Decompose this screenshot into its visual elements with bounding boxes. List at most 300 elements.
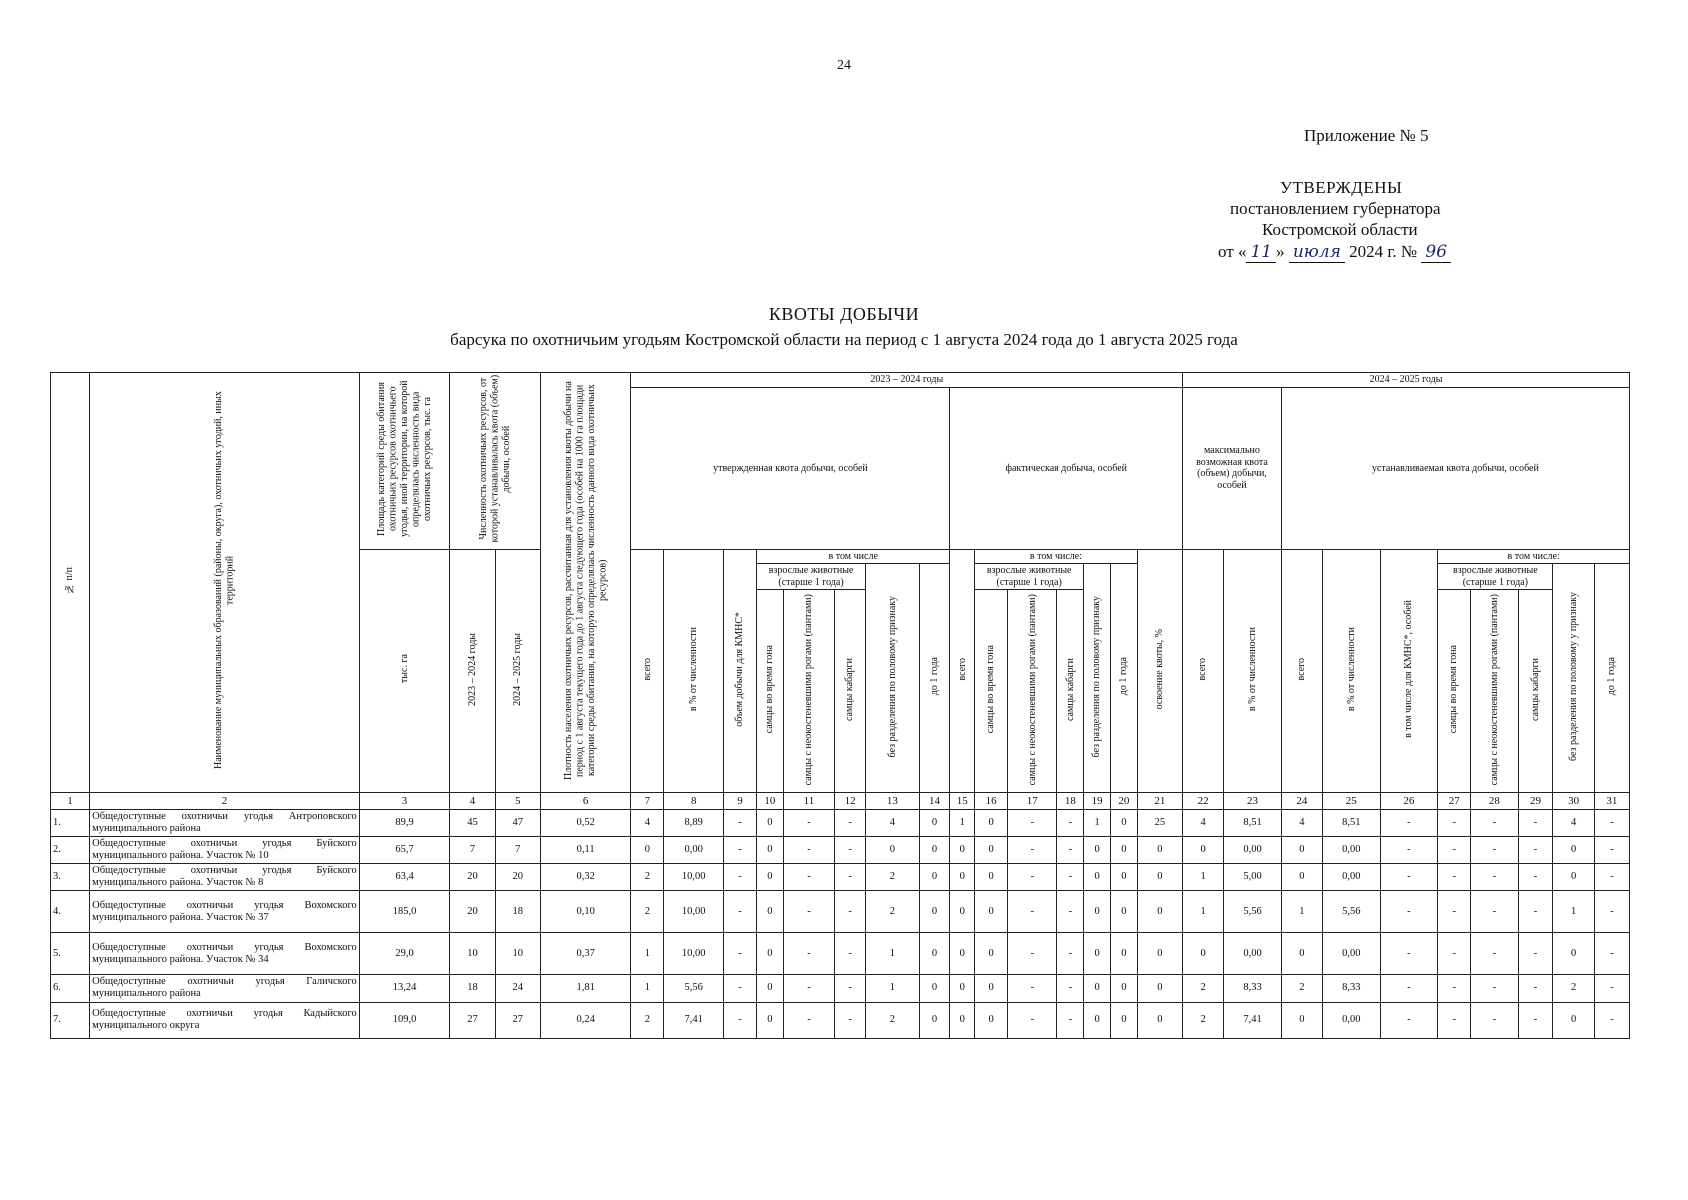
- column-number: 20: [1110, 793, 1137, 810]
- column-number: 14: [919, 793, 950, 810]
- table-cell: 65,7: [359, 837, 450, 864]
- header-pct-25: в % от численности: [1322, 549, 1380, 793]
- table-cell: -: [1380, 891, 1438, 933]
- column-number: 13: [866, 793, 920, 810]
- table-cell: 0: [1281, 864, 1322, 891]
- table-cell: 0: [1084, 864, 1111, 891]
- table-cell: -: [1518, 975, 1553, 1002]
- row-number: 7.: [51, 1002, 90, 1038]
- table-cell: 13,24: [359, 975, 450, 1002]
- column-number: 15: [950, 793, 975, 810]
- table-cell: 0: [1137, 1002, 1182, 1038]
- column-number: 8: [664, 793, 724, 810]
- table-cell: 4: [631, 810, 664, 837]
- hunting-ground-name: Общедоступные охотничьи угодья Вохомского муниципального района. Участок № 34: [90, 933, 360, 975]
- table-cell: -: [1594, 837, 1629, 864]
- column-number: 2: [90, 793, 360, 810]
- header-nosex-19: без разделения по половому признаку: [1084, 564, 1111, 793]
- table-cell: 0: [1553, 933, 1594, 975]
- column-number: 24: [1281, 793, 1322, 810]
- table-cell: 0: [756, 975, 783, 1002]
- table-cell: 1: [1183, 864, 1224, 891]
- table-cell: 0: [1183, 837, 1224, 864]
- table-cell: 0: [1084, 1002, 1111, 1038]
- table-row: [51, 810, 1630, 837]
- header-musk-29: самцы кабарги: [1518, 590, 1553, 793]
- header-kmns-9: объем добычи для КМНС*: [724, 549, 757, 793]
- table-cell: 5,00: [1224, 864, 1282, 891]
- table-cell: -: [1380, 810, 1438, 837]
- document-subtitle: барсука по охотничьим угодьям Костромской области на период с 1 августа 2024 года до 1 августа 2025 года: [450, 330, 1238, 349]
- hunting-ground-name: Общедоступные охотничьи угодья Антроповского муниципального района: [90, 810, 360, 837]
- table-cell: 0: [950, 837, 975, 864]
- header-pct-23: в % от численности: [1224, 549, 1282, 793]
- table-row: [51, 864, 1630, 891]
- table-cell: 4: [1281, 810, 1322, 837]
- document-title: КВОТЫ ДОБЫЧИ: [768, 304, 920, 324]
- table-cell: -: [783, 837, 834, 864]
- header-total-22: всего: [1183, 549, 1224, 793]
- table-cell: 0: [950, 864, 975, 891]
- table-cell: -: [1008, 975, 1057, 1002]
- table-cell: 1: [1553, 891, 1594, 933]
- table-cell: 89,9: [359, 810, 450, 837]
- approval-line-1: постановлением губернатора: [1230, 199, 1441, 218]
- column-number: 27: [1438, 793, 1471, 810]
- table-cell: 0: [1084, 933, 1111, 975]
- header-total-15: всего: [950, 549, 975, 793]
- table-cell: 1: [1084, 810, 1111, 837]
- table-cell: -: [1057, 1002, 1084, 1038]
- doc-number: 96: [1421, 242, 1451, 263]
- table-cell: 2: [866, 864, 920, 891]
- table-row: [51, 891, 1630, 933]
- table-cell: -: [1471, 975, 1518, 1002]
- table-cell: 0: [631, 837, 664, 864]
- table-cell: 0: [950, 975, 975, 1002]
- table-cell: -: [835, 975, 866, 1002]
- table-cell: 0: [756, 1002, 783, 1038]
- table-cell: -: [835, 891, 866, 933]
- column-number: 28: [1471, 793, 1518, 810]
- header-adults-3: взрослые животные (старше 1 года): [1438, 564, 1553, 590]
- table-cell: -: [783, 975, 834, 1002]
- table-cell: -: [1518, 837, 1553, 864]
- table-cell: -: [1594, 864, 1629, 891]
- table-cell: -: [783, 1002, 834, 1038]
- date-prefix: от «: [1218, 242, 1247, 261]
- table-cell: 1: [866, 933, 920, 975]
- header-adults-1: взрослые животные (старше 1 года): [756, 564, 865, 590]
- table-cell: -: [1008, 1002, 1057, 1038]
- header-pop-2024: 2024 – 2025 годы: [495, 549, 540, 793]
- table-cell: -: [783, 933, 834, 975]
- hunting-ground-name: Общедоступные охотничьи угодья Вохомского муниципального района. Участок № 37: [90, 891, 360, 933]
- table-cell: 0,00: [1322, 837, 1380, 864]
- column-number: 1: [51, 793, 90, 810]
- table-cell: -: [1008, 810, 1057, 837]
- table-cell: 27: [450, 1002, 495, 1038]
- table-cell: 10: [450, 933, 495, 975]
- table-cell: 20: [450, 891, 495, 933]
- column-number: 18: [1057, 793, 1084, 810]
- table-cell: -: [1438, 810, 1471, 837]
- table-cell: 2: [1553, 975, 1594, 1002]
- column-number: 16: [975, 793, 1008, 810]
- header-name: Наименование муниципальных образований (районы, округа), охотничьих угодий, иных территорий: [90, 373, 360, 793]
- header-adults-2: взрослые животные (старше 1 года): [975, 564, 1084, 590]
- table-cell: -: [1594, 810, 1629, 837]
- page-number: 24: [837, 58, 851, 73]
- table-cell: 24: [495, 975, 540, 1002]
- table-cell: 7,41: [664, 1002, 724, 1038]
- date-year: 2024 г. №: [1349, 242, 1418, 261]
- table-cell: 0,52: [540, 810, 631, 837]
- table-cell: 0: [919, 837, 950, 864]
- quota-table-body: [51, 793, 1630, 1039]
- table-cell: -: [1471, 1002, 1518, 1038]
- header-including-2: в том числе:: [975, 549, 1138, 564]
- table-cell: 0: [919, 1002, 950, 1038]
- header-period-2024: 2024 – 2025 годы: [1183, 373, 1630, 388]
- header-max-quota: максимально возможная квота (объем) добычи, особей: [1183, 388, 1282, 549]
- table-cell: -: [1057, 975, 1084, 1002]
- table-cell: -: [1594, 975, 1629, 1002]
- table-cell: -: [1380, 1002, 1438, 1038]
- header-area: Площадь категорий среды обитания охотничьих ресурсов охотничьего угодья, иной территории, на которой определялась численность вида охотничьих ресурсов, тыс. га: [359, 373, 450, 550]
- table-cell: 4: [1553, 810, 1594, 837]
- approved-heading: УТВЕРЖДЕНЫ: [1280, 178, 1403, 197]
- table-cell: 0: [1553, 1002, 1594, 1038]
- table-cell: -: [1594, 1002, 1629, 1038]
- table-cell: 27: [495, 1002, 540, 1038]
- table-cell: 2: [1183, 975, 1224, 1002]
- date-mid: »: [1276, 242, 1285, 261]
- table-cell: 0,00: [1224, 837, 1282, 864]
- table-cell: -: [1438, 837, 1471, 864]
- row-number: 6.: [51, 975, 90, 1002]
- table-cell: 0: [1281, 933, 1322, 975]
- table-cell: 1: [950, 810, 975, 837]
- table-cell: -: [1518, 933, 1553, 975]
- table-cell: 0: [975, 933, 1008, 975]
- header-including-3: в том числе:: [1438, 549, 1630, 564]
- date-day: 11: [1246, 242, 1276, 263]
- table-cell: 0: [919, 933, 950, 975]
- table-cell: -: [1380, 864, 1438, 891]
- table-cell: 0: [756, 891, 783, 933]
- table-cell: -: [1438, 891, 1471, 933]
- table-cell: 2: [631, 1002, 664, 1038]
- table-cell: -: [1438, 1002, 1471, 1038]
- table-cell: -: [1518, 810, 1553, 837]
- table-cell: 29,0: [359, 933, 450, 975]
- column-number: 17: [1008, 793, 1057, 810]
- table-cell: -: [1518, 891, 1553, 933]
- column-number: 12: [835, 793, 866, 810]
- header-including-1: в том числе: [756, 549, 949, 564]
- column-number: 4: [450, 793, 495, 810]
- header-pop-2023: 2023 – 2024 годы: [450, 549, 495, 793]
- table-row: [51, 975, 1630, 1002]
- table-cell: 0,00: [1224, 933, 1282, 975]
- table-cell: 2: [866, 1002, 920, 1038]
- table-cell: 2: [1183, 1002, 1224, 1038]
- table-cell: -: [783, 810, 834, 837]
- row-number: 1.: [51, 810, 90, 837]
- table-cell: 0,11: [540, 837, 631, 864]
- header-antlers-11: самцы с неокостеневшими рогами (пантами): [783, 590, 834, 793]
- hunting-ground-name: Общедоступные охотничьи угодья Кадыйского муниципального округа: [90, 1002, 360, 1038]
- table-cell: 0: [1281, 837, 1322, 864]
- header-kmns-26: в том числе для КМНС*, особей: [1380, 549, 1438, 793]
- row-number: 3.: [51, 864, 90, 891]
- table-cell: 0: [1110, 975, 1137, 1002]
- header-nosex-30: без разделения по половому у признаку: [1553, 564, 1594, 793]
- header-musk-18: самцы кабарги: [1057, 590, 1084, 793]
- table-cell: 1: [1281, 891, 1322, 933]
- column-number: 25: [1322, 793, 1380, 810]
- table-cell: 0,00: [1322, 864, 1380, 891]
- column-number: 3: [359, 793, 450, 810]
- table-row: [51, 1002, 1630, 1038]
- column-number-row: [51, 793, 1630, 810]
- header-antlers-28: самцы с неокостеневшими рогами (пантами): [1471, 590, 1518, 793]
- table-cell: 0,24: [540, 1002, 631, 1038]
- table-cell: 8,89: [664, 810, 724, 837]
- table-cell: 0: [1110, 891, 1137, 933]
- table-cell: -: [835, 933, 866, 975]
- table-cell: 0: [756, 933, 783, 975]
- table-cell: 0: [1084, 975, 1111, 1002]
- table-cell: 1,81: [540, 975, 631, 1002]
- table-cell: 0: [756, 837, 783, 864]
- table-cell: 0: [1553, 864, 1594, 891]
- table-cell: 0: [1137, 864, 1182, 891]
- table-cell: -: [1438, 933, 1471, 975]
- table-cell: 8,33: [1322, 975, 1380, 1002]
- column-number: 22: [1183, 793, 1224, 810]
- table-cell: -: [835, 837, 866, 864]
- table-cell: -: [724, 1002, 757, 1038]
- quota-table: [50, 372, 1630, 1039]
- table-cell: 4: [1183, 810, 1224, 837]
- table-cell: -: [1380, 933, 1438, 975]
- column-number: 9: [724, 793, 757, 810]
- table-cell: 185,0: [359, 891, 450, 933]
- header-population: Численность охотничьих ресурсов, от которой устанавливалась квота (объем) добычи, особей: [450, 373, 541, 550]
- row-number: 2.: [51, 837, 90, 864]
- table-cell: -: [1594, 933, 1629, 975]
- table-cell: 0: [1110, 1002, 1137, 1038]
- table-cell: 0: [975, 810, 1008, 837]
- table-cell: -: [1594, 891, 1629, 933]
- table-cell: 0: [1137, 837, 1182, 864]
- table-cell: 0: [756, 810, 783, 837]
- column-number: 30: [1553, 793, 1594, 810]
- row-number: 4.: [51, 891, 90, 933]
- table-cell: 1: [1183, 891, 1224, 933]
- table-cell: 5,56: [1224, 891, 1282, 933]
- table-cell: 18: [450, 975, 495, 1002]
- table-cell: -: [1438, 864, 1471, 891]
- table-cell: 25: [1137, 810, 1182, 837]
- column-number: 26: [1380, 793, 1438, 810]
- header-area-unit: тыс. га: [359, 549, 450, 793]
- header-musk-12: самцы кабарги: [835, 590, 866, 793]
- table-cell: 8,33: [1224, 975, 1282, 1002]
- table-cell: 2: [866, 891, 920, 933]
- table-cell: 0: [975, 975, 1008, 1002]
- header-period-2023: 2023 – 2024 годы: [631, 373, 1183, 388]
- header-rut-16: самцы во время гона: [975, 590, 1008, 793]
- table-cell: 10: [495, 933, 540, 975]
- table-cell: 0: [1137, 975, 1182, 1002]
- header-pct-8: в % от численности: [664, 549, 724, 793]
- table-cell: -: [783, 864, 834, 891]
- header-mastery: освоение квоты, %: [1137, 549, 1182, 793]
- table-cell: -: [1518, 1002, 1553, 1038]
- table-cell: 0: [950, 891, 975, 933]
- approval-line-2: Костромской области: [1262, 220, 1418, 239]
- table-cell: 0,32: [540, 864, 631, 891]
- table-cell: 7,41: [1224, 1002, 1282, 1038]
- table-cell: 0: [919, 864, 950, 891]
- table-cell: -: [1471, 933, 1518, 975]
- table-cell: -: [783, 891, 834, 933]
- table-cell: 0,00: [1322, 933, 1380, 975]
- table-cell: -: [724, 837, 757, 864]
- table-cell: 1: [631, 975, 664, 1002]
- date-month: июля: [1289, 242, 1345, 263]
- table-cell: -: [1471, 837, 1518, 864]
- table-cell: 0: [975, 837, 1008, 864]
- column-number: 19: [1084, 793, 1111, 810]
- header-under1-14: до 1 года: [919, 564, 950, 793]
- table-cell: 5,56: [664, 975, 724, 1002]
- header-rut-10: самцы во время гона: [756, 590, 783, 793]
- header-set-quota: устанавливаемая квота добычи, особей: [1281, 388, 1629, 549]
- table-cell: 2: [631, 864, 664, 891]
- column-number: 7: [631, 793, 664, 810]
- table-cell: -: [1057, 837, 1084, 864]
- table-row: [51, 933, 1630, 975]
- table-cell: -: [1008, 933, 1057, 975]
- table-cell: -: [1008, 891, 1057, 933]
- hunting-ground-name: Общедоступные охотничьи угодья Буйского муниципального района. Участок № 8: [90, 864, 360, 891]
- approval-date-line: [1218, 242, 1451, 262]
- table-cell: 0: [975, 891, 1008, 933]
- header-rut-27: самцы во время гона: [1438, 590, 1471, 793]
- table-cell: 0: [950, 933, 975, 975]
- table-cell: 0: [975, 1002, 1008, 1038]
- table-cell: 7: [495, 837, 540, 864]
- header-total-24: всего: [1281, 549, 1322, 793]
- column-number: 6: [540, 793, 631, 810]
- header-under1-20: до 1 года: [1110, 564, 1137, 793]
- table-cell: 0,37: [540, 933, 631, 975]
- table-cell: 0,00: [1322, 1002, 1380, 1038]
- table-cell: -: [1057, 933, 1084, 975]
- column-number: 10: [756, 793, 783, 810]
- table-cell: 0: [1183, 933, 1224, 975]
- table-cell: -: [835, 864, 866, 891]
- header-density: Плотность населения охотничьих ресурсов, рассчитанная для установления квоты добычи на период с 1 августа текущего года до 1 августа следующего года (особей на 1000 га площади категории среды обитания, на которую определялась численность данного вида охотничьих ресурсов): [540, 373, 631, 793]
- table-cell: 20: [450, 864, 495, 891]
- table-cell: 0: [975, 864, 1008, 891]
- table-cell: 0: [950, 1002, 975, 1038]
- header-nosex-13: без разделения по половому признаку: [866, 564, 920, 793]
- table-cell: 18: [495, 891, 540, 933]
- table-cell: 20: [495, 864, 540, 891]
- table-cell: 1: [866, 975, 920, 1002]
- table-cell: -: [1380, 837, 1438, 864]
- header-actual: фактическая добыча, особей: [950, 388, 1183, 549]
- header-approved-quota: утвержденная квота добычи, особей: [631, 388, 950, 549]
- table-cell: 0,00: [664, 837, 724, 864]
- table-cell: -: [835, 810, 866, 837]
- table-cell: -: [1438, 975, 1471, 1002]
- hunting-ground-name: Общедоступные охотничьи угодья Галичского муниципального района: [90, 975, 360, 1002]
- table-cell: 0: [919, 891, 950, 933]
- table-cell: 0: [919, 975, 950, 1002]
- table-cell: 0: [1110, 933, 1137, 975]
- table-cell: 47: [495, 810, 540, 837]
- column-number: 23: [1224, 793, 1282, 810]
- table-cell: 0: [1110, 810, 1137, 837]
- header-total-7: всего: [631, 549, 664, 793]
- table-cell: 0: [1137, 933, 1182, 975]
- table-cell: -: [1471, 891, 1518, 933]
- table-cell: 2: [1281, 975, 1322, 1002]
- hunting-ground-name: Общедоступные охотничьи угодья Буйского муниципального района. Участок № 10: [90, 837, 360, 864]
- table-cell: -: [724, 933, 757, 975]
- header-under1-31: до 1 года: [1594, 564, 1629, 793]
- table-cell: 0: [1084, 837, 1111, 864]
- table-cell: 63,4: [359, 864, 450, 891]
- table-cell: 5,56: [1322, 891, 1380, 933]
- header-num: № п/п: [51, 373, 90, 793]
- column-number: 11: [783, 793, 834, 810]
- table-cell: 0: [1553, 837, 1594, 864]
- table-cell: -: [835, 1002, 866, 1038]
- column-number: 31: [1594, 793, 1629, 810]
- table-cell: 0: [1281, 1002, 1322, 1038]
- table-cell: -: [1471, 864, 1518, 891]
- table-cell: -: [724, 864, 757, 891]
- table-cell: -: [1057, 810, 1084, 837]
- column-number: 5: [495, 793, 540, 810]
- table-cell: -: [1518, 864, 1553, 891]
- table-cell: -: [1057, 864, 1084, 891]
- table-cell: 0: [866, 837, 920, 864]
- column-number: 21: [1137, 793, 1182, 810]
- table-cell: 2: [631, 891, 664, 933]
- table-cell: 7: [450, 837, 495, 864]
- table-cell: 0,10: [540, 891, 631, 933]
- table-cell: -: [724, 810, 757, 837]
- table-row: [51, 837, 1630, 864]
- table-cell: 1: [631, 933, 664, 975]
- header-antlers-17: самцы с неокостеневшими рогами (пантами): [1008, 590, 1057, 793]
- table-cell: 109,0: [359, 1002, 450, 1038]
- appendix-label: Приложение № 5: [1304, 126, 1429, 145]
- table-cell: 0: [756, 864, 783, 891]
- row-number: 5.: [51, 933, 90, 975]
- table-cell: 45: [450, 810, 495, 837]
- table-cell: 0: [919, 810, 950, 837]
- table-cell: -: [724, 891, 757, 933]
